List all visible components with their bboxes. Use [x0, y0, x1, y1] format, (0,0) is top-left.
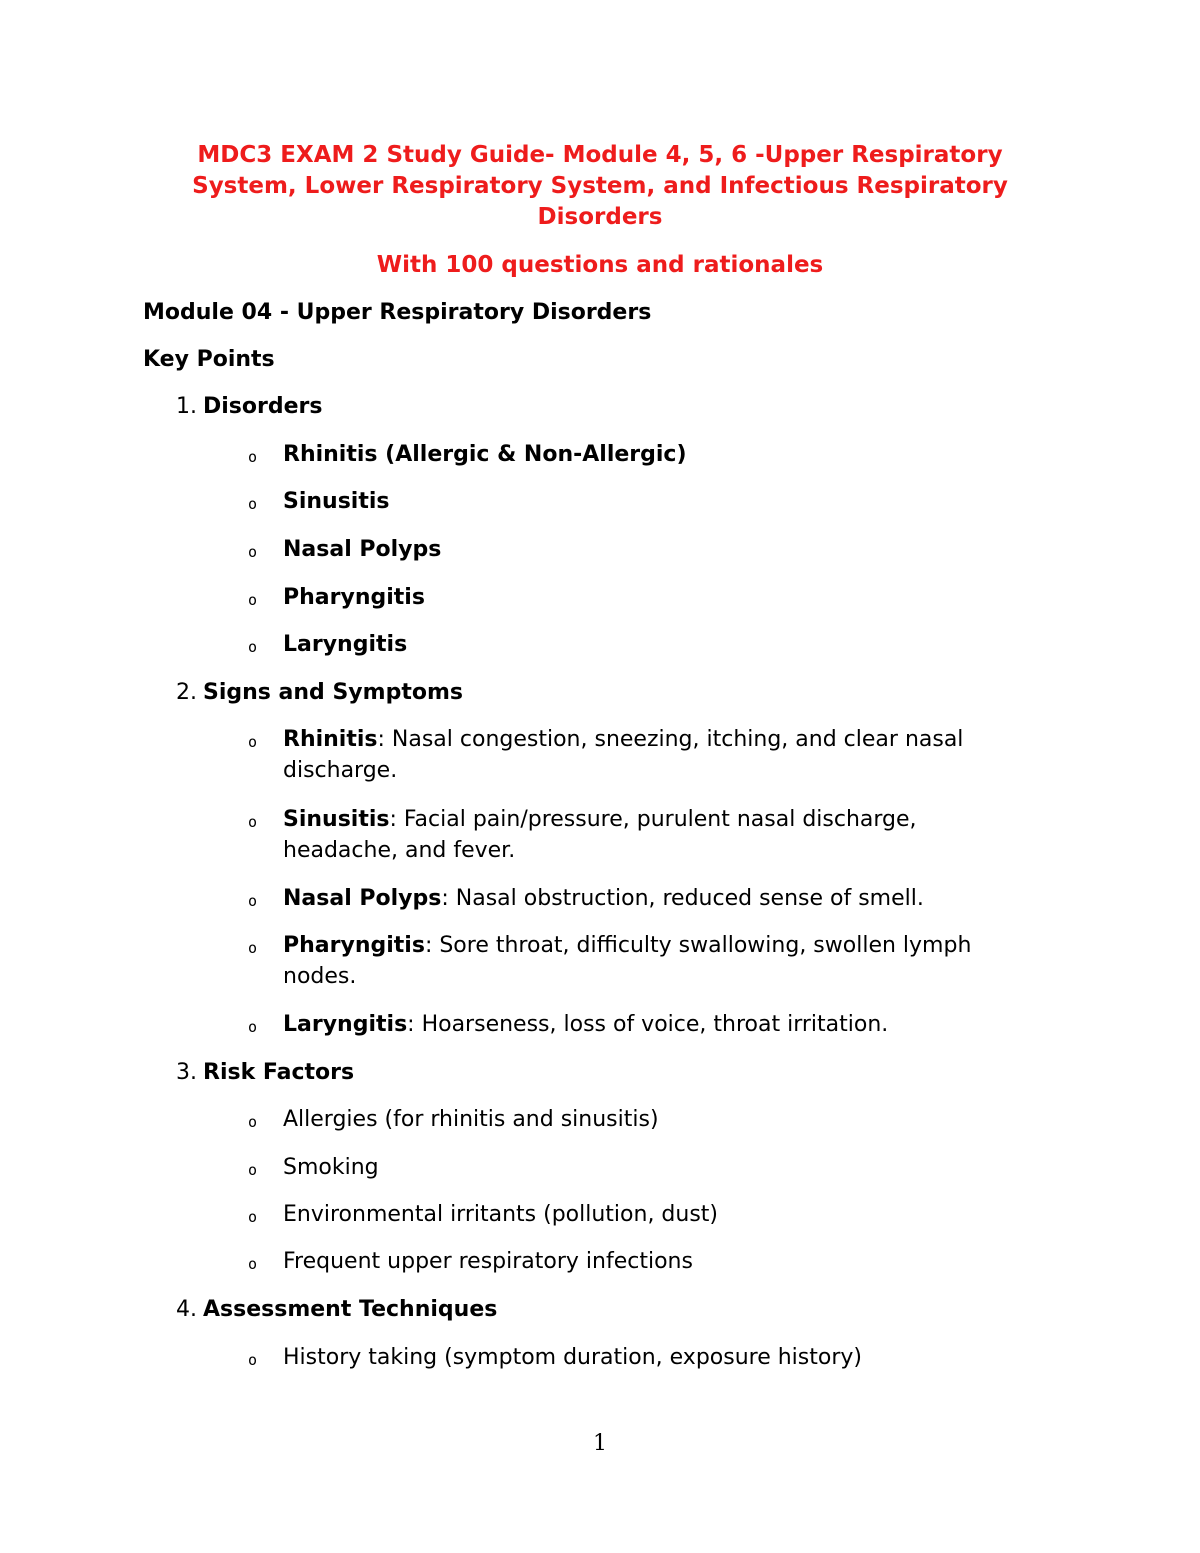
bullet-icon: o — [248, 1018, 258, 1036]
bullet-icon: o — [248, 543, 258, 561]
item-description: Smoking — [283, 1155, 379, 1180]
item-description: Frequent upper respiratory infections — [283, 1249, 693, 1274]
section-title: Disorders — [203, 394, 323, 419]
item-description: : Facial pain/pressure, purulent nasal discharge, headache, and fever. — [283, 807, 917, 863]
item-term: Pharyngitis — [283, 585, 425, 610]
list-item — [283, 1104, 1033, 1135]
module-heading: Module 04 - Upper Respiratory Disorders — [143, 300, 652, 325]
list-item — [283, 1342, 1033, 1373]
bullet-icon: o — [248, 1113, 258, 1131]
section-number: 3. — [176, 1060, 197, 1085]
list-item — [283, 439, 1033, 470]
bullet-icon: o — [248, 892, 258, 910]
list-item — [283, 1246, 1033, 1277]
page-number: 1 — [593, 1431, 607, 1456]
item-description: Allergies (for rhinitis and sinusitis) — [283, 1107, 659, 1132]
item-term: Sinusitis — [283, 489, 390, 514]
bullet-icon: o — [248, 1208, 258, 1226]
item-description: : Hoarseness, loss of voice, throat irritation. — [407, 1012, 889, 1037]
bullet-icon: o — [248, 495, 258, 513]
item-term: Laryngitis — [283, 1012, 408, 1037]
item-term: Sinusitis — [283, 807, 390, 832]
section-title: Signs and Symptoms — [203, 680, 463, 705]
item-description: : Nasal obstruction, reduced sense of smell. — [441, 886, 924, 911]
list-item — [283, 930, 1033, 992]
bullet-icon: o — [248, 1351, 258, 1369]
item-description: : Nasal congestion, sneezing, itching, and clear nasal discharge. — [283, 727, 964, 783]
bullet-icon: o — [248, 813, 258, 831]
bullet-icon: o — [248, 1161, 258, 1179]
list-item — [283, 1152, 1033, 1183]
bullet-icon: o — [248, 591, 258, 609]
section-title: Assessment Techniques — [203, 1297, 498, 1322]
document-title: MDC3 EXAM 2 Study Guide- Module 4, 5, 6 -Upper Respiratory System, Lower Respiratory System, and Infectious Respiratory Disorders — [192, 142, 1008, 230]
item-term: Laryngitis — [283, 632, 408, 657]
list-item — [283, 1009, 1033, 1040]
list-item — [283, 724, 1033, 786]
list-item — [283, 486, 1033, 517]
item-term: Nasal Polyps — [283, 537, 442, 562]
key-points-heading: Key Points — [143, 347, 275, 372]
item-term: Pharyngitis — [283, 933, 425, 958]
bullet-icon: o — [248, 448, 258, 466]
list-item — [283, 582, 1033, 613]
item-description: Environmental irritants (pollution, dust) — [283, 1202, 719, 1227]
section-heading — [176, 677, 463, 708]
section-heading — [176, 1057, 354, 1088]
item-term: Rhinitis (Allergic & Non-Allergic) — [283, 442, 687, 467]
section-heading — [176, 1294, 497, 1325]
section-number: 2. — [176, 680, 197, 705]
list-item — [283, 629, 1033, 660]
item-term: Nasal Polyps — [283, 886, 442, 911]
section-heading — [176, 391, 322, 422]
section-title: Risk Factors — [203, 1060, 355, 1085]
list-item — [283, 804, 1033, 866]
list-item — [283, 534, 1033, 565]
bullet-icon: o — [248, 939, 258, 957]
list-item — [283, 883, 1033, 914]
item-description: : Sore throat, difficulty swallowing, swollen lymph nodes. — [283, 933, 972, 989]
document-subtitle: With 100 questions and rationales — [376, 252, 824, 278]
section-number: 4. — [176, 1297, 197, 1322]
list-item — [283, 1199, 1033, 1230]
item-term: Rhinitis — [283, 727, 378, 752]
bullet-icon: o — [248, 733, 258, 751]
item-description: History taking (symptom duration, exposure history) — [283, 1345, 862, 1370]
section-number: 1. — [176, 394, 197, 419]
bullet-icon: o — [248, 638, 258, 656]
bullet-icon: o — [248, 1255, 258, 1273]
